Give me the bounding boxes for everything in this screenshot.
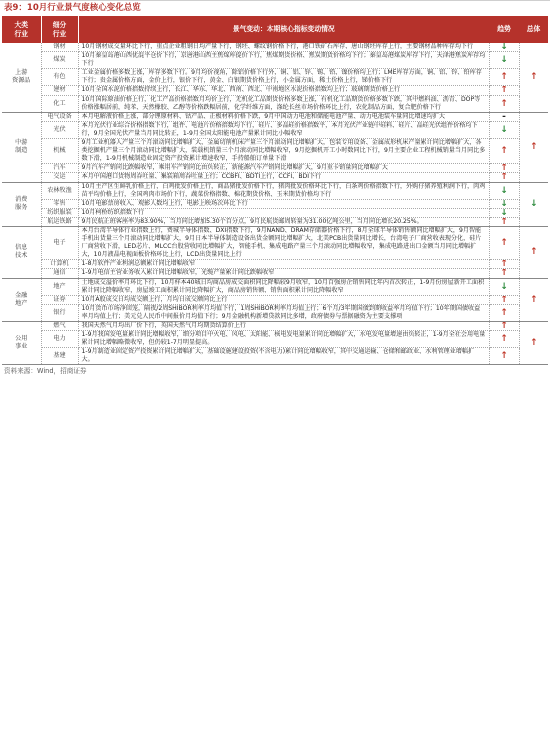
- major-category: 上游 资源品: [2, 43, 41, 112]
- sub-industry: 地产: [41, 278, 78, 295]
- header-overall: 总体: [519, 16, 548, 43]
- trend-arrow-icon: ↓: [489, 208, 519, 217]
- trend-arrow-icon: ↑: [489, 304, 519, 321]
- change-description: 10月货币市场净回笼，隔夜/2周SHIBOR利率月均值下行，1周SHIBOR利率月均值上行；6个月/3年期国债到期收益率月均值下行；10年期国债收益率月均值上行；美元兑人民币中间报价月均值下行；9月金融机构新增贷款同比多增，政府债券与票据融资为主要支撑项: [78, 304, 489, 321]
- major-category: 公用 事业: [2, 322, 41, 365]
- sub-industry: 燃气: [41, 322, 78, 331]
- sub-industry: 有色: [41, 69, 78, 86]
- overall-arrow-icon: ↑: [519, 278, 548, 321]
- trend-arrow-icon: ↑: [489, 348, 519, 365]
- header-desc: 景气变动：本期核心指标变动情况: [78, 16, 489, 43]
- trend-arrow-icon: ↑: [489, 269, 519, 278]
- change-description: 本月光伏行业综合价格指数下行，组件、电池片价格指数均下行，硅片、多晶硅价格指数平，本月光伏产业链中硅料、硅片、晶硅光伏组件价格均下行，9月全国光伏产量当月同比转正，1-9月全国太阳能电池产量累计同比小幅收窄: [78, 121, 489, 138]
- table-row: [2, 217, 548, 226]
- overall-arrow-icon: ↑: [519, 226, 548, 278]
- major-category: 金融 地产: [2, 278, 41, 321]
- trend-arrow-icon: ↑: [489, 86, 519, 95]
- sub-industry: 机械: [41, 139, 78, 164]
- change-description: 1-9月我国发电量累计同比增幅收窄，细分项目中火电、风电、太阳能、核电发电量累计同比增幅扩大，水电发电量增速由负转正，1-9月全社会用电量累计同比增幅略微收窄，但仍较1-7月明显提高。: [78, 331, 489, 348]
- trend-arrow-icon: ↓: [489, 199, 519, 208]
- table-row: [2, 348, 548, 365]
- table-row: [2, 269, 548, 278]
- table-row: [2, 86, 548, 95]
- change-description: 9月民航正班客座率为83.90%，当月同比增加5.30个百分点，9月民航货邮周转量为31.00亿吨公里，当月同比增长20.25%。: [78, 217, 489, 226]
- table-row: [2, 226, 548, 259]
- overall-arrow-icon: ↑: [519, 322, 548, 365]
- table-row: [2, 304, 548, 321]
- trend-arrow-icon: ↑: [489, 295, 519, 304]
- trend-arrow-icon: -: [489, 112, 519, 121]
- major-category: 信息 技术: [2, 226, 41, 278]
- sub-industry: 建材: [41, 86, 78, 95]
- trend-arrow-icon: ↑: [489, 95, 519, 112]
- sub-industry: 计算机: [41, 260, 78, 269]
- table-row: [2, 69, 548, 86]
- sub-industry: 银行: [41, 304, 78, 321]
- sub-industry: 钢材: [41, 43, 78, 52]
- sub-industry: 交运: [41, 173, 78, 182]
- change-description: 10月A股成交日均成交额上行，月均日成交额同比上行: [78, 295, 489, 304]
- change-description: 10月秦皇岛港山西优混平仓价下行，京唐港山西主焦煤库提价下行，焦煤期货价格、焦炭期货价格均下行；秦皇岛港煤炭库存下行，天津港焦炭库存均下行: [78, 52, 489, 69]
- trend-arrow-icon: ↑: [489, 173, 519, 182]
- table-row: [2, 95, 548, 112]
- overall-arrow-icon: ↓: [519, 182, 548, 226]
- change-description: 本月电解液价格上涨，部分锂原材料、钴产品、正极材料价格下跌，9月中国动力电池和储能电池产量、动力电池装车量同比增速均扩大: [78, 112, 489, 121]
- major-category: 中游 制造: [2, 112, 41, 182]
- trend-arrow-icon: ↓: [489, 121, 519, 138]
- industry-table: [2, 16, 548, 365]
- sub-industry: 证券: [41, 295, 78, 304]
- change-description: 9月汽车产销同比跌幅收窄，乘用车产销同比由负转正，新能源汽车产销同比增幅扩大，9月重卡销量同比增幅扩大: [78, 164, 489, 173]
- table-row: [2, 173, 548, 182]
- table-row: [2, 331, 548, 348]
- table-row: [2, 43, 548, 52]
- sub-industry: 农林牧渔: [41, 182, 78, 199]
- trend-arrow-icon: ↑: [489, 331, 519, 348]
- trend-arrow-icon: ↑: [489, 322, 519, 331]
- sub-industry: 电力: [41, 331, 78, 348]
- table-row: [2, 199, 548, 208]
- header-sub: 细分 行业: [41, 16, 78, 43]
- header-row: [2, 16, 548, 43]
- change-description: 10月全国水泥价格指数持续上行，长江、华东、华北、西南、西北、中南地区水泥价格指数均上行；玻璃期货价格上行: [78, 86, 489, 95]
- change-description: 9月工业机器人产量三个月滚动同比增幅扩大，金属切削机床产量三个月滚动同比增幅扩大，包装专用设备、金属成形机床产量累计同比增幅扩大，各类挖掘机产量三个月滚动同比增幅扩大，装载机销量三个月滚动同比增幅收窄，9月挖掘机开工小时数同比下行，9月主要企业工程机械销量当月同比多数下滑，1-9月机械制造业固定资产投资累计增速收窄，手持船舶订单量下滑: [78, 139, 489, 164]
- sub-industry: 光伏: [41, 121, 78, 138]
- trend-arrow-icon: ↑: [489, 260, 519, 269]
- change-description: 10月主产区生鲜乳价格上行，白鸡批发价格上行，商品猪批发价格下行，猪肉批发价格环比下行，白条鸡价格指数下行，外购仔猪养殖利润下行，肉鸡苗平均价格上行，全国鸡肉市场价下行，蔬菜价格指数、棉花期货价格、玉米期货价格均下行: [78, 182, 489, 199]
- table-title: 表9：10月行业景气度核心变化总览: [0, 0, 550, 16]
- sub-industry: 化工: [41, 95, 78, 112]
- overall-arrow-icon: ↑: [519, 112, 548, 182]
- trend-arrow-icon: ↓: [489, 52, 519, 69]
- change-description: 本月中国港口货物周吞吐量、集装箱周吞吐量上行；CCBFI、BDTI上行，CCFI、BDI下行: [78, 173, 489, 182]
- sub-industry: 煤炭: [41, 52, 78, 69]
- change-description: 工业金属价格多数上涨，库存多数下行。9月均价视角，除铝价格下行外，铜、铝、锌、锡、铅、镍价格均上行；LME库存方面，铜、铝、锌、铅库存下行；贵金属价格方面，金价上行，银价下行，黄金、白银期货价格上行，小金属方面，稀土价格上行，锑价格下行: [78, 69, 489, 86]
- source-note: 资料来源：Wind，招商证券: [4, 367, 87, 376]
- table-row: [2, 278, 548, 295]
- trend-arrow-icon: ↓: [489, 182, 519, 199]
- table-row: [2, 182, 548, 199]
- table-row: [2, 260, 548, 269]
- table-row: [2, 164, 548, 173]
- sub-industry: 通信: [41, 269, 78, 278]
- table-row: [2, 208, 548, 217]
- table-row: [2, 52, 548, 69]
- header-major: 大类 行业: [2, 16, 41, 43]
- change-description: 土地成交溢价率月环比下行，10月样本40城日均商品房成交面积同比降幅较9月收窄，10月百强房企销售同比年内首次转正，1-9月份房屋新开工面积累计同比降幅收窄，房屋竣工面积累计同比降幅扩大，商品房销售额、销售面积累计同比降幅收窄: [78, 278, 489, 295]
- sub-industry: 纺织服装: [41, 208, 78, 217]
- trend-arrow-icon: ↑: [489, 226, 519, 259]
- trend-arrow-icon: ↓: [489, 43, 519, 52]
- trend-arrow-icon: ↓: [489, 278, 519, 295]
- table-row: [2, 139, 548, 164]
- sub-industry: 航运铁路: [41, 217, 78, 226]
- table-row: [2, 295, 548, 304]
- change-description: 10月柯桥纺织指数下行: [78, 208, 489, 217]
- change-description: 我国天然气月均出厂价下行，英国天然气月均期货结算价上行: [78, 322, 489, 331]
- change-description: 1-9月制造业固定资产投资累计同比增幅扩大，基础设施建设投资(不含电力)累计同比增幅收窄，其中交通运输、仓储和邮政业、水利管理业增幅扩大。: [78, 348, 489, 365]
- major-category: 消费 服务: [2, 182, 41, 226]
- trend-arrow-icon: ↑: [489, 69, 519, 86]
- sub-industry: 基建: [41, 348, 78, 365]
- change-description: 1-8月软件产业利润总额累计同比增幅收窄: [78, 260, 489, 269]
- sub-industry: 零售: [41, 199, 78, 208]
- change-description: 1-9月电信主营业务收入累计同比增幅收窄，光缆产量累计同比跌幅收窄: [78, 269, 489, 278]
- sub-industry: 电子: [41, 226, 78, 259]
- change-description: 10月国际原油价格上行，化工产品价格指数月均价上行，无机化工品期货价格多数上涨，有机化工品期货价格多数下跌，其中燃料油、沥青、DOP等价格涨幅居前，纯苯、天然橡胶、乙醇等价格跌幅居前，化学纤维方面，涤纶长丝市场价格环比上行，农化制品方面，复合肥价格下行: [78, 95, 489, 112]
- header-trend: 趋势: [489, 16, 519, 43]
- table-row: [2, 322, 548, 331]
- change-description: 10月电影票房收入、观影人数均上行，电影上映场次环比下行: [78, 199, 489, 208]
- trend-arrow-icon: ↑: [489, 217, 519, 226]
- trend-arrow-icon: ↑: [489, 139, 519, 164]
- change-description: 10月钢材成交量环比下行，重点企业粗钢日均产量下行，钢坯、螺纹钢价格下行，港口铁矿石库存、唐山钢坯库存上行，主要钢材品种库存均下行: [78, 43, 489, 52]
- trend-arrow-icon: ↑: [489, 164, 519, 173]
- change-description: 本月台湾半导体行业指数上行，费城半导体指数、DXI指数下行，9月NAND、DRAM存储器价格下行，8月全球半导体销售额同比增幅扩大，9月智能手机出货量三个月滚动同比增幅扩大，9月日本半导体制造设备出货金额同比增幅扩大，北美PCB出货量同比增长，台湾电子厂商营收表现分化，硅片厂商营收下滑，LED芯片、MLCC台股营收同比增幅扩大，智能手机、集成电路产量三个月滚动同比增幅收窄，集成电路进出口金额当月同比增幅扩大，10月液晶电视面板价格环比上行，LCD出货量同比上行: [78, 226, 489, 259]
- table-row: [2, 121, 548, 138]
- sub-industry: 汽车: [41, 164, 78, 173]
- sub-industry: 电气设备: [41, 112, 78, 121]
- table-row: [2, 112, 548, 121]
- overall-arrow-icon: ↑: [519, 43, 548, 112]
